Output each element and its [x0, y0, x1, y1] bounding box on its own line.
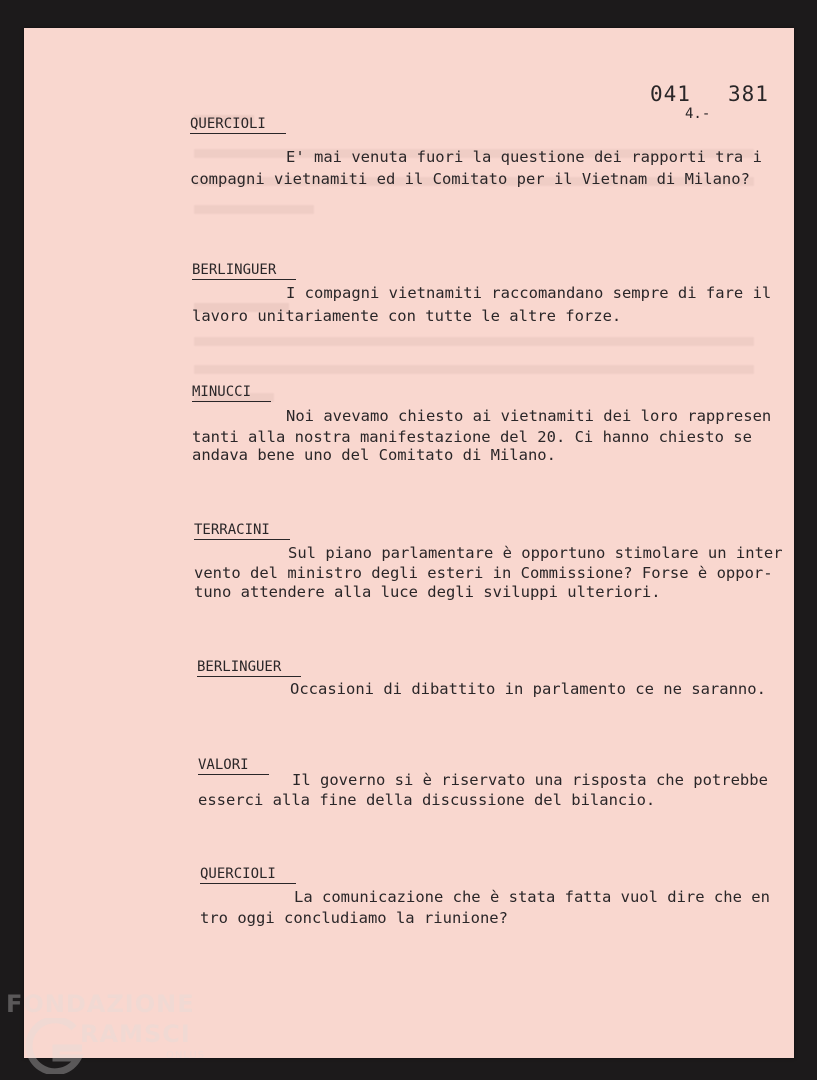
- speaker-name: BERLINGUER: [192, 262, 296, 280]
- speech-line: compagni vietnamiti ed il Comitato per il Vietnam di Milano?: [190, 170, 750, 188]
- watermark-small: ONLUS: [166, 1050, 206, 1061]
- speech-line: I compagni vietnamiti raccomandano sempre di fare il: [286, 284, 772, 302]
- speaker-name: VALORI: [198, 757, 269, 775]
- watermark-line2: RAMSCI: [80, 1020, 191, 1048]
- speaker-name: QUERCIOLI: [190, 116, 286, 134]
- speech-line: Noi avevamo chiesto ai vietnamiti dei loro rappresen: [286, 407, 772, 425]
- page-label: 4.-: [685, 106, 711, 122]
- speech-line: Occasioni di dibattito in parlamento ce ne saranno.: [290, 680, 766, 698]
- archive-number-b: 381: [728, 82, 769, 106]
- speech-line: La comunicazione che è stata fatta vuol dire che en: [294, 888, 770, 906]
- speech-line: Il governo si è riservato una risposta che potrebbe: [292, 771, 768, 789]
- speech-line: tro oggi concludiamo la riunione?: [200, 909, 508, 927]
- speaker-name: QUERCIOLI: [200, 866, 296, 884]
- watermark-line1: FONDAZIONE: [6, 990, 195, 1018]
- speech-line: Sul piano parlamentare è opportuno stimolare un inter: [288, 544, 783, 562]
- speech-line: lavoro unitariamente con tutte le altre forze.: [192, 307, 622, 325]
- speaker-name: MINUCCI: [192, 384, 271, 402]
- speaker-name: BERLINGUER: [197, 659, 301, 677]
- speech-line: andava bene uno del Comitato di Milano.: [192, 446, 556, 464]
- bleed-through-texture: [194, 96, 794, 402]
- fondazione-gramsci-watermark: [6, 990, 206, 1061]
- speech-line: tanti alla nostra manifestazione del 20. Ci hanno chiesto se: [192, 428, 752, 446]
- speech-line: E' mai venuta fuori la questione dei rapporti tra i: [286, 148, 762, 166]
- document-page: [24, 28, 794, 1058]
- speaker-name: TERRACINI: [194, 522, 290, 540]
- speech-line: tuno attendere alla luce degli sviluppi ulteriori.: [194, 583, 661, 601]
- speech-line: vento del ministro degli esteri in Commissione? Forse è oppor-: [194, 564, 773, 582]
- archive-number-a: 041: [650, 82, 691, 106]
- speech-line: esserci alla fine della discussione del bilancio.: [198, 791, 656, 809]
